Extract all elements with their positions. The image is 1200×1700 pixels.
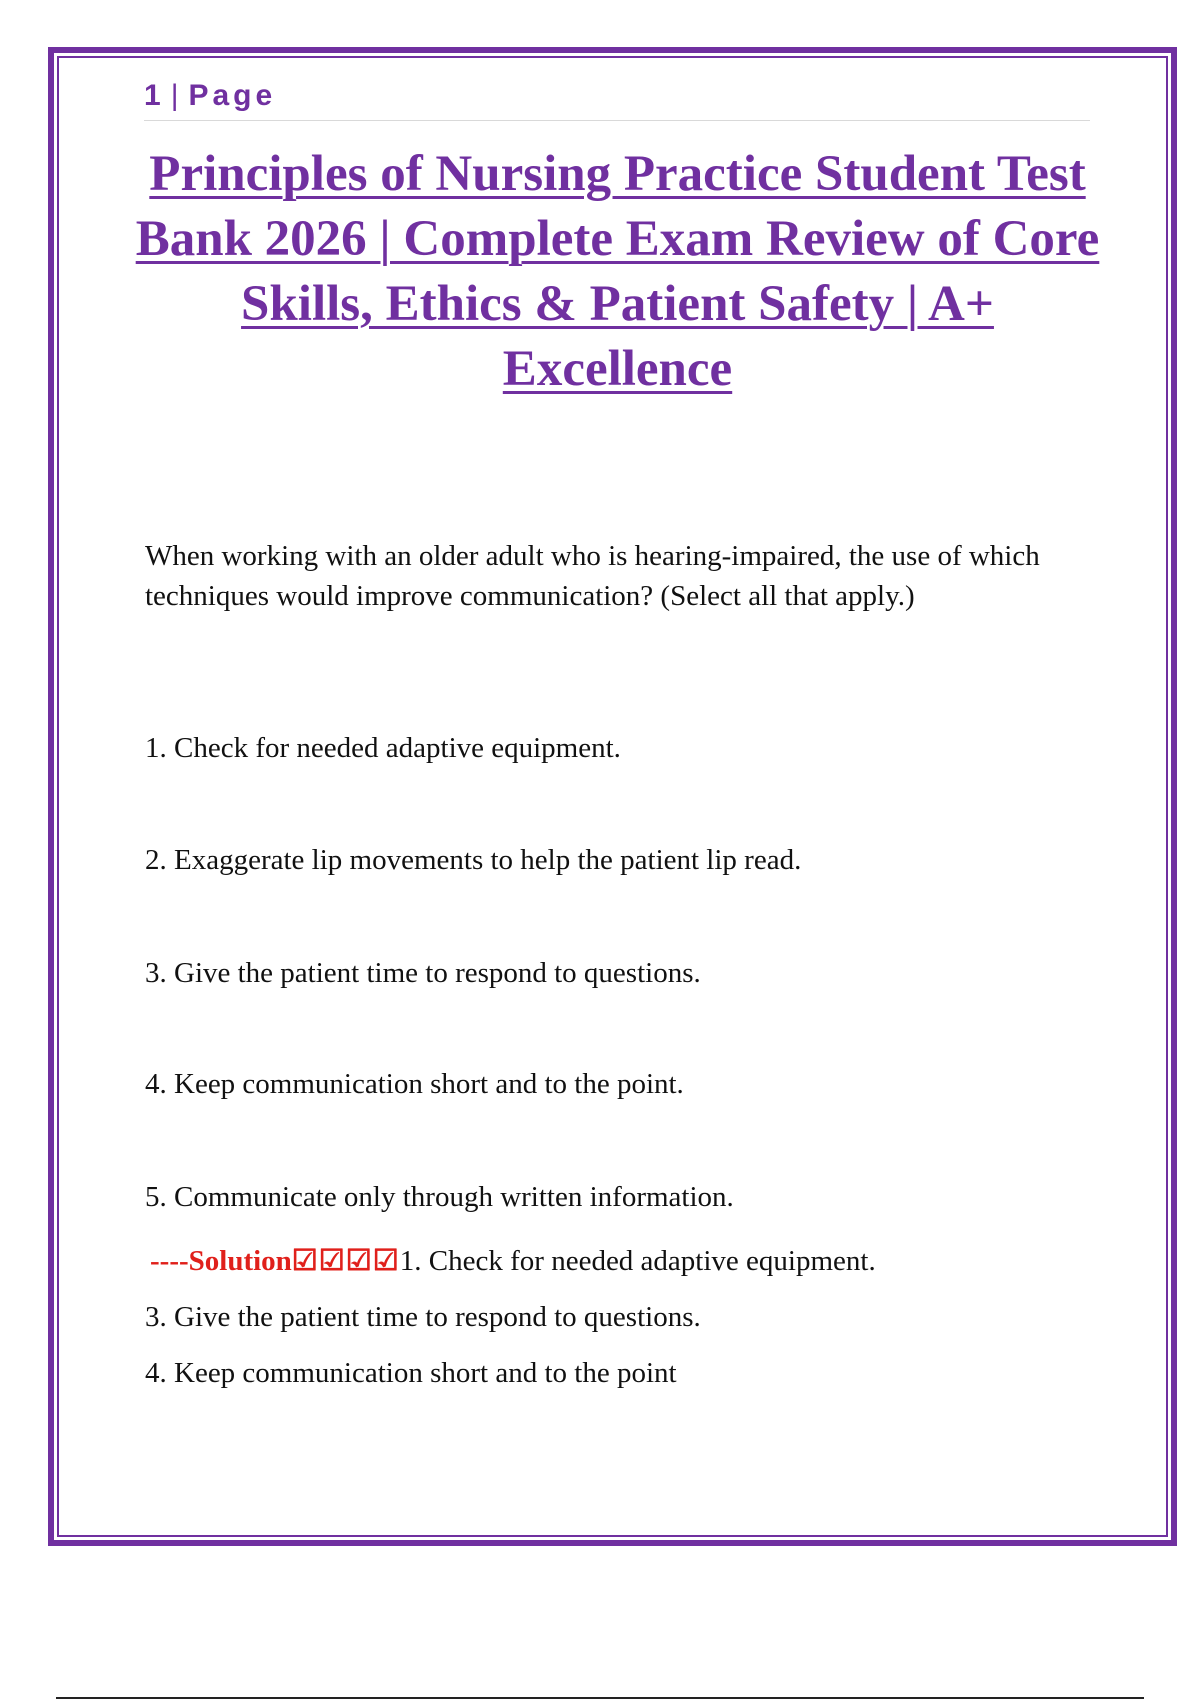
- page-bottom-rule: [56, 1697, 1144, 1699]
- checkmark-icons: ☑☑☑☑: [291, 1245, 400, 1277]
- option-2: 2. Exaggerate lip movements to help the patient lip read.: [145, 844, 802, 876]
- page-word: Page: [188, 79, 277, 112]
- option-3: 3. Give the patient time to respond to questions.: [145, 957, 701, 989]
- solution-label: ----Solution: [150, 1245, 292, 1277]
- page-number: 1: [144, 79, 165, 112]
- solution-answer-1: 1. Check for needed adaptive equipment.: [399, 1245, 876, 1277]
- question-text: When working with an older adult who is hearing-impaired, the use of which techniques would improve communication? (Select all that apply.): [145, 540, 1040, 612]
- document-title: Principles of Nursing Practice Student Test Bank 2026 | Complete Exam Review of Core Skills, Ethics & Patient Safety | A+ Excellence: [135, 146, 1100, 397]
- option-1: 1. Check for needed adaptive equipment.: [145, 732, 621, 764]
- page-header: [144, 76, 1090, 121]
- page-header-separator: |: [170, 79, 179, 112]
- solution-line: [150, 1243, 876, 1279]
- option-4: 4. Keep communication short and to the point.: [145, 1068, 684, 1100]
- solution-answer-3: 4. Keep communication short and to the point: [145, 1357, 677, 1389]
- solution-answer-2: 3. Give the patient time to respond to questions.: [145, 1301, 701, 1333]
- option-5: 5. Communicate only through written information.: [145, 1181, 734, 1213]
